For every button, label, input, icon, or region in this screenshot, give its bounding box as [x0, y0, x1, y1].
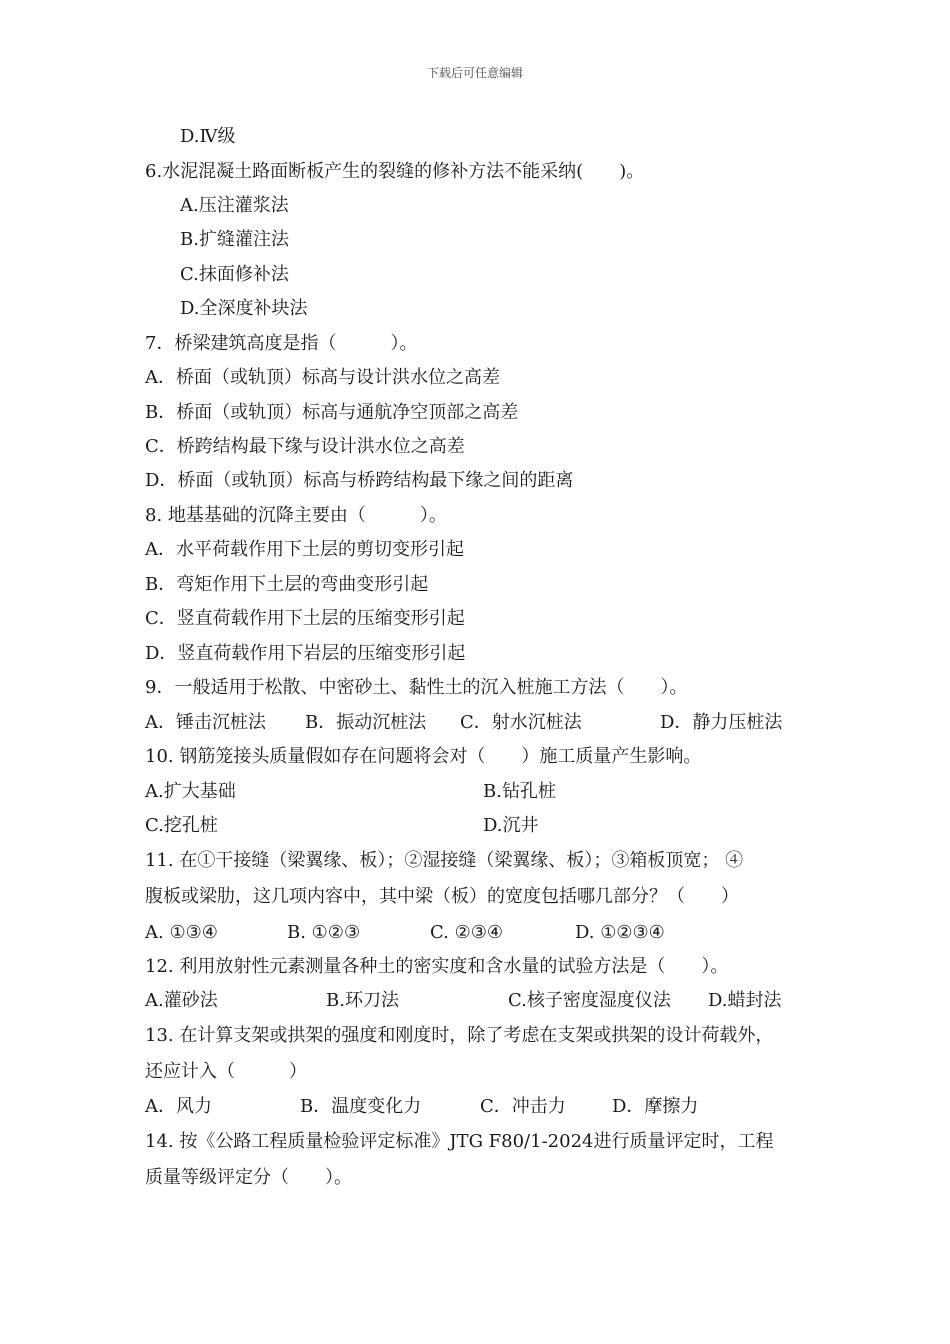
text-line: B．弯矩作用下土层的弯曲变形引起	[145, 574, 429, 595]
q13-stem-line1: 13. 在计算支架或拱架的强度和刚度时，除了考虑在支架或拱架的设计荷载外，	[145, 1025, 774, 1046]
text-line: D．桥面（或轨顶）标高与桥跨结构最下缘之间的距离	[145, 470, 574, 491]
q12-stem: 12. 利用放射性元素测量各种土的密实度和含水量的试验方法是（ ）。	[145, 956, 729, 977]
page-header: 下载后可任意编辑	[426, 66, 523, 80]
text-line: A．桥面（或轨顶）标高与设计洪水位之高差	[145, 367, 500, 388]
text-line: 7．桥梁建筑高度是指（ ）。	[145, 333, 418, 354]
q9-option-b: B．振动沉桩法	[305, 712, 427, 733]
q12-option-c: C.核子密度湿度仪法	[508, 990, 671, 1011]
text-line: B.扩缝灌注法	[180, 229, 289, 250]
q10-option-b: B.钻孔桩	[483, 781, 556, 802]
q13-option-a: A．风力	[145, 1096, 212, 1117]
text-line: B．桥面（或轨顶）标高与通航净空顶部之高差	[145, 402, 519, 423]
q12-option-a: A.灌砂法	[145, 990, 218, 1011]
text-line: A．水平荷载作用下土层的剪切变形引起	[145, 539, 464, 560]
text-line: C.抹面修补法	[180, 264, 289, 285]
q11-option-b: B. ①②③	[287, 922, 361, 943]
q9-option-c: C．射水沉桩法	[460, 712, 582, 733]
q14-stem-line2: 质量等级评定分（ ）。	[145, 1167, 352, 1188]
q14-stem-line1: 14. 按《公路工程质量检验评定标准》JTG F80/1-2024进行质量评定时，工程	[145, 1131, 774, 1152]
text-line: 6.水泥混凝土路面断板产生的裂缝的修补方法不能采纳( )。	[145, 161, 645, 182]
q10-option-c: C.挖孔桩	[145, 815, 218, 836]
q10-stem: 10. 钢筋笼接头质量假如存在问题将会对（ ）施工质量产生影响。	[145, 746, 702, 767]
q12-option-d: D.蜡封法	[708, 990, 782, 1011]
q11-option-d: D. ①②③④	[575, 922, 665, 943]
text-line: 9．一般适用于松散、中密砂土、黏性土的沉入桩施工方法（ ）。	[145, 677, 688, 698]
text-line: C．竖直荷载作用下土层的压缩变形引起	[145, 608, 465, 629]
q11-option-a: A. ①③④	[145, 922, 218, 943]
text-line: A.压注灌浆法	[180, 195, 289, 216]
q13-option-d: D．摩擦力	[612, 1096, 699, 1117]
q10-option-d: D.沉井	[483, 815, 539, 836]
text-line: D．竖直荷载作用下岩层的压缩变形引起	[145, 643, 466, 664]
q13-stem-line2: 还应计入（ ）	[145, 1061, 307, 1082]
q12-option-b: B.环刀法	[326, 990, 399, 1011]
text-line: C．桥跨结构最下缘与设计洪水位之高差	[145, 436, 465, 457]
q9-option-d: D．静力压桩法	[660, 712, 783, 733]
text-line: 8. 地基基础的沉降主要由（ ）。	[145, 505, 447, 526]
q13-option-b: B．温度变化力	[300, 1096, 422, 1117]
text-line: D.全深度补块法	[180, 298, 308, 319]
q9-option-a: A．锤击沉桩法	[145, 712, 266, 733]
q11-option-c: C. ②③④	[430, 922, 503, 943]
q10-option-a: A.扩大基础	[145, 781, 236, 802]
q13-option-c: C．冲击力	[480, 1096, 566, 1117]
q11-stem-line2: 腹板或梁肋，这几项内容中，其中梁（板）的宽度包括哪几部分？（ ）	[145, 886, 739, 907]
q11-stem-line1: 11. 在①干接缝（梁翼缘、板）；②湿接缝（梁翼缘、板）；③箱板顶宽； ④	[145, 850, 744, 871]
text-line: D.Ⅳ级	[180, 126, 236, 147]
